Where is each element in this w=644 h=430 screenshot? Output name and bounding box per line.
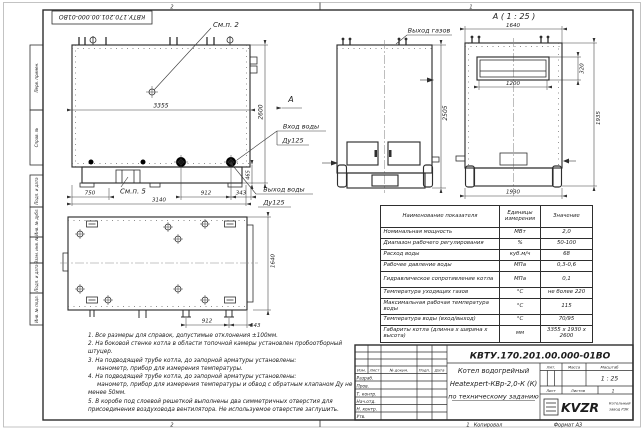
tb-product-line1: Котел водогрейный <box>457 367 530 375</box>
param-units: % <box>500 239 541 250</box>
hatch-handles <box>87 221 236 303</box>
outlet-label: Выход воды <box>263 185 305 194</box>
param-value: 3355 х 1930 х 2600 <box>547 327 586 339</box>
note-line: 2. На боковой стенке котла в области топочной камеры установлен пробоотборный <box>88 341 343 348</box>
tb-row-razrab: Разраб. <box>356 376 374 382</box>
note-line: 1. Все размеры для справок, допустимые отклонения ±100мм. <box>88 333 278 339</box>
table-header-row <box>381 206 592 228</box>
param-units: °С <box>500 288 541 299</box>
section-letter: А <box>288 95 294 104</box>
kvzr-logo-text: KVZR <box>561 400 600 415</box>
dim-912-top: 912 <box>201 318 213 325</box>
dim-1640-top: 1640 <box>270 254 277 268</box>
top-view <box>60 217 277 329</box>
dim-1200: 1200 <box>506 81 520 87</box>
margin-label-column <box>30 45 43 325</box>
param-name: Расход воды <box>381 250 500 261</box>
tb-row-utv: Утв. <box>356 415 366 420</box>
table-row <box>381 272 592 288</box>
tb-col-data: Дата <box>434 367 445 373</box>
detail-a-view <box>456 12 602 199</box>
tb-col-docnum: № докум. <box>389 367 409 373</box>
param-value: 68 <box>541 250 592 261</box>
gas-outlet-label: Выход газов <box>407 26 451 35</box>
dim-343-top: 343 <box>250 323 261 329</box>
param-name: Номинальная мощность <box>381 228 500 239</box>
note-line: 4. На подводящей трубе котла, до запорной арматуры установлены: <box>88 374 297 381</box>
detail-title: А ( 1 : 25 ) <box>492 12 536 21</box>
technical-notes <box>88 332 384 414</box>
dim-912: 912 <box>200 190 212 197</box>
zone-mark: 1 <box>466 422 470 429</box>
param-units: мм <box>500 326 541 342</box>
tb-product-line3: по техническому заданию <box>448 392 539 401</box>
table-row <box>381 250 592 261</box>
dim-465: 465 <box>245 170 252 180</box>
tb-row-nkontr: Н. контр. <box>356 407 378 413</box>
tb-row-tkontr: Т. контр. <box>356 392 377 398</box>
format-label: Формат А3 <box>553 422 583 429</box>
table-header-value: Значение <box>541 206 592 228</box>
dim-343: 343 <box>235 190 247 197</box>
table-header-name: Наименование показателя <box>381 206 500 228</box>
param-value: 115 <box>541 299 592 315</box>
tb-scale-label: Масштаб <box>600 364 619 370</box>
note-line: 5. В коробе под слоевой решеткой выполнены два симметричных отверстия для <box>88 398 333 405</box>
zone-mark: 2 <box>170 422 174 429</box>
zone-mark: 2 <box>170 4 174 11</box>
dim-320: 320 <box>579 63 586 74</box>
kvzr-logo <box>544 399 631 415</box>
param-value: 0,3-0,6 <box>541 261 592 272</box>
param-name: Температура уходящих газов <box>381 288 500 299</box>
note-line: менее 50мм. <box>88 390 126 397</box>
dim-3140: 3140 <box>152 197 166 204</box>
zone-mark: 1 <box>469 4 473 11</box>
parameters-table <box>380 205 593 343</box>
dim-750: 750 <box>84 190 96 197</box>
bottom-stubs <box>90 310 234 318</box>
note-line: 3. На подводящей трубе котла, до запорной арматуры установлены: <box>88 357 297 364</box>
param-name: Гидравлическое сопротивление котла <box>381 272 500 288</box>
tb-row-nachotd: Нач.отд. <box>356 400 376 405</box>
inlet-label: Вход воды <box>282 122 320 131</box>
param-value: 50-100 <box>541 239 592 250</box>
callout-see-item-2: См.п. 2 <box>213 21 239 29</box>
param-name: Рабочее давление воды <box>381 261 500 272</box>
param-units: МВт <box>500 228 541 239</box>
dim-1935: 1935 <box>596 111 602 125</box>
param-value: не более 220 <box>541 288 592 299</box>
main-side-view <box>72 21 326 207</box>
dim-1640: 1640 <box>506 23 520 29</box>
param-value: 2,0 <box>541 228 592 239</box>
table-row <box>381 299 592 315</box>
dim-1930: 1930 <box>506 189 520 196</box>
margin-label: Взам. инв. № <box>34 236 39 264</box>
margin-label: Подп. и дата <box>34 264 39 292</box>
param-name: Габариты котла (длинна х ширина х высота) <box>381 326 500 342</box>
param-units: °С <box>500 299 541 315</box>
tb-sheet-label: Лист <box>546 388 556 393</box>
param-value: 0,1 <box>541 272 592 288</box>
table-row <box>381 315 592 326</box>
title-block <box>355 345 633 420</box>
lifting-lugs <box>472 38 548 43</box>
param-units: °С <box>500 315 541 326</box>
tb-scale-value: 1 : 25 <box>600 375 619 383</box>
param-name: Диапазон рабочего регулирования <box>381 239 500 250</box>
note-line: манометр, прибор для измерения температуры и обвод с обратным клапаном Ду не <box>97 382 353 389</box>
tb-row-prov: Пров. <box>356 384 369 390</box>
note-line: штуцер. <box>88 349 113 356</box>
tb-col-izm: Изм. <box>357 367 366 373</box>
lifting-lugs <box>343 40 406 45</box>
margin-label: Подп. и дата <box>34 177 39 205</box>
param-units: куб.м/ч <box>500 250 541 261</box>
outlet-dn-label: Ду125 <box>263 198 285 207</box>
tb-sheets-value: 1 <box>611 389 615 395</box>
tb-product-line2: Heatexpert-КВр-2,0-К (К) <box>449 380 538 388</box>
tb-sheets-label: Листов <box>570 388 586 393</box>
tb-doc-number: КВТУ.170.201.00.000-01ВО <box>469 351 611 362</box>
copied-label: Копировал <box>473 422 503 429</box>
front-view <box>322 27 452 194</box>
tb-col-list: Лист <box>369 367 380 373</box>
doc-number-stamp <box>52 11 152 24</box>
param-units: МПа <box>500 261 541 272</box>
table-row <box>381 261 592 272</box>
table-row <box>381 288 592 299</box>
tb-lit-label: Лит. <box>546 364 556 370</box>
param-name: Температура воды (вход/выход) <box>381 315 500 326</box>
inlet-dn-label: Ду125 <box>282 136 304 145</box>
dim-2505: 2505 <box>442 105 449 121</box>
note-line: манометр, прибор для измерения температуры. <box>97 365 243 372</box>
note-line: присоединения воздуховода вентилятора. Не используемое отверстие заглушить. <box>88 406 339 413</box>
top-lugs <box>79 37 214 45</box>
logo-caption-line1: Котельный <box>609 401 631 406</box>
margin-label: Инв. № подл. <box>34 295 39 323</box>
doc-number-stamp-text: КВТУ.170.201.00.000-01ВО <box>58 13 146 21</box>
tb-col-podp: Подп. <box>418 367 431 373</box>
logo-caption-line2: завод РЗК <box>609 407 629 412</box>
param-value: 70/95 <box>541 315 592 326</box>
margin-label: Перв. примен. <box>34 62 39 93</box>
dim-2600: 2600 <box>257 104 265 120</box>
tb-mass-label: Масса <box>567 364 581 370</box>
table-row <box>381 326 592 342</box>
param-units: МПа <box>500 272 541 288</box>
table-header-units: Единицы измерения <box>500 206 541 228</box>
dim-3355: 3355 <box>153 102 169 110</box>
margin-label: Справ. № <box>34 127 39 148</box>
margin-label: Инв. № дубл. <box>34 208 39 236</box>
param-name: Максимальная рабочая температура воды <box>381 299 500 315</box>
table-row <box>381 228 592 239</box>
table-row <box>381 239 592 250</box>
fitting-symbols <box>75 219 210 305</box>
callout-see-item-5: См.п. 5 <box>120 187 146 196</box>
